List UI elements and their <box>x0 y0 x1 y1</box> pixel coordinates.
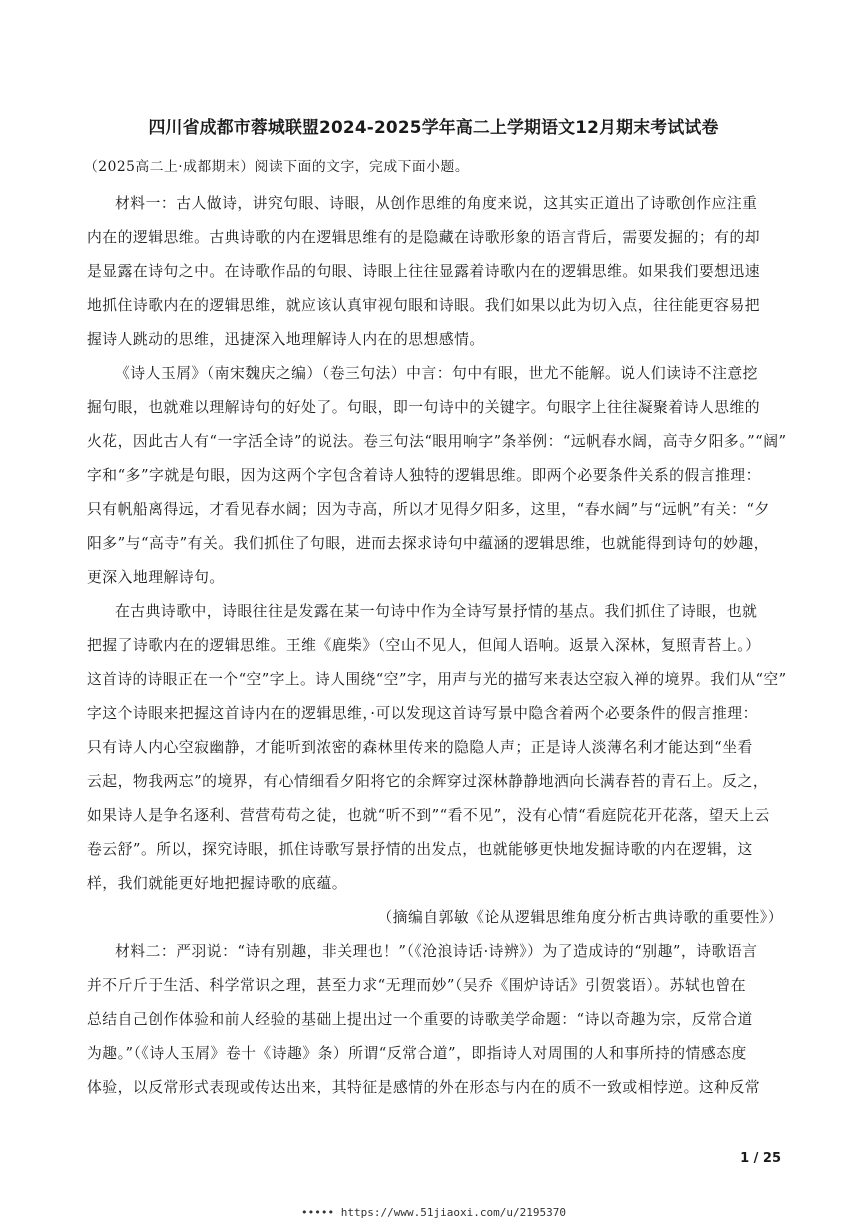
paragraph-3-line: 把握了诗歌内在的逻辑思维。王维《鹿柴》（空山不见人，但闻人语响。返景入深林，复照青苔上。） <box>87 637 761 654</box>
paragraph-4-line: 材料二：严羽说：“诗有别趣，非关理也！”（《沧浪诗话·诗辨》）为了造成诗的“别趣”，诗歌语言 <box>115 943 758 960</box>
paragraph-2-line: 只有帆船离得远，才看见春水阔；因为寺高，所以才见得夕阳多，这里，“春水阔”与“远帆”有关：“夕 <box>87 501 770 518</box>
document-title: 四川省成都市蓉城联盟2024-2025学年高二上学期语文12月期末考试试卷 <box>148 117 719 137</box>
paragraph-2-line: 火花，因此古人有“一字活全诗”的说法。卷三句法“眼用响字”条举例：“远帆春水阔，高寺夕阳多。”“阔” <box>87 433 787 450</box>
paragraph-2-line: 字和“多”字就是句眼，因为这两个字包含着诗人独特的逻辑思维。即两个必要条件关系的假言推理： <box>87 467 761 484</box>
paragraph-1-line: 握诗人跳动的思维，迅捷深入地理解诗人内在的思想感情。 <box>87 331 485 348</box>
source-citation: （摘编自郭敏《论从逻辑思维角度分析古典诗歌的重要性》） <box>377 909 783 926</box>
paragraph-3-line: 字这个诗眼来把握这首诗内在的逻辑思维，·可以发现这首诗写景中隐含着两个必要条件的假言推理： <box>87 705 758 722</box>
paragraph-1-line: 是显露在诗句之中。在诗歌作品的句眼、诗眼上往往显露着诗歌内在的逻辑思维。如果我们要想迅速 <box>87 263 761 280</box>
paragraph-1-line: 地抓住诗歌内在的逻辑思维，就应该认真审视句眼和诗眼。我们如果以此为切入点，往往能更容易把 <box>87 297 761 314</box>
paragraph-2-line: 更深入地理解诗句。 <box>87 569 225 586</box>
paragraph-3-line: 卷云舒”。所以，探究诗眼，抓住诗歌写景抒情的出发点，也就能够更快地发掘诗歌的内在逻辑，这 <box>87 841 753 858</box>
paragraph-1-line: 内在的逻辑思维。古典诗歌的内在逻辑思维有的是隐藏在诗歌形象的语言背后，需要发掘的；有的却 <box>87 229 761 246</box>
paragraph-3-line: 云起，物我两忘”的境界，有心情细看夕阳将它的余辉穿过深林静静地洒向长满春苔的青石上。反之， <box>87 773 769 790</box>
paragraph-4-line: 体验，以反常形式表现或传达出来，其特征是感情的外在形态与内在的质不一致或相悖逆。这种反常 <box>87 1079 761 1096</box>
paragraph-3-line: 样，我们就能更好地把握诗歌的底蕴。 <box>87 875 348 892</box>
page-number: 1 / 25 <box>740 1151 781 1166</box>
paragraph-3-line: 如果诗人是争名逐利、营营苟苟之徒，也就“听不到”“看不见”，没有心情“看庭院花开花落，望天上云 <box>87 807 770 824</box>
paragraph-3-line: 在古典诗歌中，诗眼往往是发露在某一句诗中作为全诗写景抒情的基点。我们抓住了诗眼，也就 <box>115 603 758 620</box>
paragraph-4-line: 为趣。”（《诗人玉屑》卷十《诗趣》条）所谓“反常合道”，即指诗人对周围的人和事所持的情感态度 <box>87 1045 747 1062</box>
paragraph-2-line: 掘句眼，也就难以理解诗句的好处了。句眼，即一句诗中的关键字。句眼字上往往凝聚着诗人思维的 <box>87 399 761 416</box>
paragraph-2-line: 阳多”与“高寺”有关。我们抓住了句眼，进而去探求诗句中蕴涵的逻辑思维，也就能得到诗句的妙趣， <box>87 535 769 552</box>
paragraph-2-line: 《诗人玉屑》（南宋魏庆之编）（卷三句法）中言：句中有眼，世尤不能解。说人们读诗不注意挖 <box>115 365 758 382</box>
paragraph-3-line: 这首诗的诗眼正在一个“空”字上。诗人围绕“空”字，用声与光的描写来表达空寂入禅的境界。我们从“空” <box>87 671 787 688</box>
footer-watermark-url: ••••• https://www.51jiaoxi.com/u/2195370 <box>301 1206 566 1219</box>
paragraph-3-line: 只有诗人内心空寂幽静，才能听到浓密的森林里传来的隐隐人声；正是诗人淡薄名利才能达到“坐看 <box>87 739 753 756</box>
paragraph-4-line: 总结自己创作体验和前人经验的基础上提出过一个重要的诗歌美学命题：“诗以奇趣为宗，反常合道 <box>87 1011 753 1028</box>
question-intro: （2025高二上·成都期末）阅读下面的文字，完成下面小题。 <box>84 159 470 175</box>
paragraph-4-line: 并不斤斤于生活、科学常识之理，甚至力求“无理而妙”（吴乔《围炉诗话》引贺裳语）。苏轼也曾在 <box>87 977 747 994</box>
paragraph-1-line: 材料一：古人做诗，讲究句眼、诗眼，从创作思维的角度来说，这其实正道出了诗歌创作应注重 <box>115 195 758 212</box>
